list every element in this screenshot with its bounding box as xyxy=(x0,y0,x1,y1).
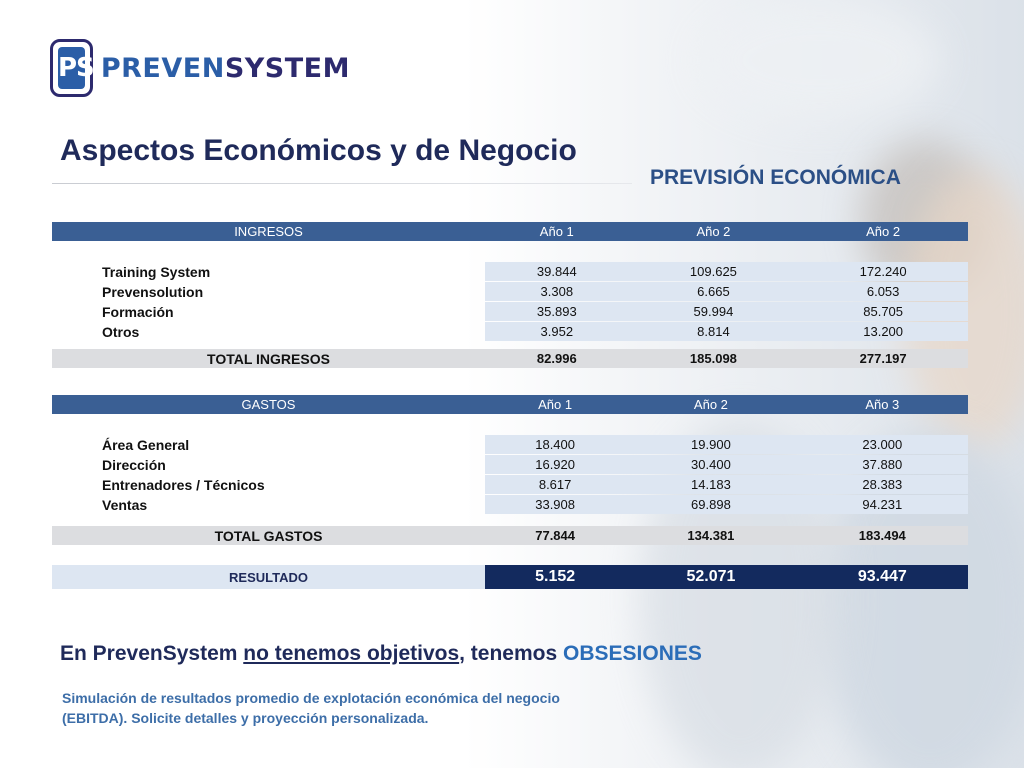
row-value: 172.240 xyxy=(798,262,968,281)
table-row xyxy=(52,282,968,301)
row-value: 94.231 xyxy=(797,495,968,514)
gastos-header-year: Año 2 xyxy=(625,395,796,414)
row-value: 18.400 xyxy=(485,435,625,454)
row-label: Formación xyxy=(102,303,174,320)
slogan-part: , tenemos xyxy=(459,642,564,665)
page-title: Aspectos Económicos y de Negocio xyxy=(60,134,577,167)
table-row xyxy=(52,322,968,341)
slogan-part: En PrevenSystem xyxy=(60,642,244,665)
slogan-underlined: no tenemos objetivos xyxy=(243,642,460,665)
logo-word-system: SYSTEM xyxy=(224,52,350,84)
row-label: Dirección xyxy=(102,456,166,473)
resultado-value: 52.071 xyxy=(625,565,796,589)
total-value: 77.844 xyxy=(485,526,625,545)
table-row xyxy=(52,455,968,474)
table-row xyxy=(52,475,968,494)
table-row xyxy=(52,435,968,454)
total-value: 82.996 xyxy=(485,349,629,368)
ingresos-header-label: INGRESOS xyxy=(52,222,485,241)
ingresos-header-row xyxy=(52,222,968,241)
footnote: Simulación de resultados promedio de explotación económica del negocio (EBITDA). Solicite detalles y proyección personalizada. xyxy=(62,690,560,726)
ingresos-total-row xyxy=(52,349,968,368)
section-subtitle: PREVISIÓN ECONÓMICA xyxy=(650,166,901,189)
total-label: TOTAL GASTOS xyxy=(52,526,485,545)
row-value: 19.900 xyxy=(625,435,796,454)
row-value: 8.814 xyxy=(629,322,799,341)
resultado-label: RESULTADO xyxy=(52,565,485,589)
row-label: Prevensolution xyxy=(102,283,204,300)
row-value: 3.952 xyxy=(485,322,629,341)
gastos-header-year: Año 3 xyxy=(797,395,968,414)
row-value: 23.000 xyxy=(797,435,968,454)
row-value: 69.898 xyxy=(625,495,796,514)
table-row xyxy=(52,495,968,514)
table-row xyxy=(52,262,968,281)
row-value: 85.705 xyxy=(798,302,968,321)
ingresos-header-year: Año 1 xyxy=(485,222,629,241)
ingresos-header-year: Año 2 xyxy=(629,222,799,241)
gastos-total-row xyxy=(52,526,968,545)
logo-wordmark xyxy=(101,53,350,84)
row-value: 33.908 xyxy=(485,495,625,514)
total-value: 134.381 xyxy=(625,526,796,545)
resultado-value: 93.447 xyxy=(797,565,968,589)
row-label: Ventas xyxy=(102,496,148,513)
title-divider xyxy=(52,183,632,184)
row-value: 6.665 xyxy=(629,282,799,301)
resultado-row xyxy=(52,565,968,589)
row-label: Otros xyxy=(102,323,140,340)
logo-mark xyxy=(50,39,93,97)
row-value: 8.617 xyxy=(485,475,625,494)
ingresos-header-year: Año 2 xyxy=(798,222,968,241)
logo-mark-letters: PS xyxy=(58,47,85,89)
row-value: 30.400 xyxy=(625,455,796,474)
ingresos-table xyxy=(52,221,968,369)
row-label: Training System xyxy=(102,263,211,280)
total-value: 185.098 xyxy=(629,349,799,368)
resultado-value: 5.152 xyxy=(485,565,625,589)
row-value: 59.994 xyxy=(629,302,799,321)
slogan xyxy=(60,642,702,666)
logo-word-preven: PREVEN xyxy=(100,52,225,84)
prevensystem-logo xyxy=(50,36,350,100)
row-value: 109.625 xyxy=(629,262,799,281)
gastos-header-row xyxy=(52,395,968,414)
gastos-table xyxy=(52,394,968,590)
row-value: 3.308 xyxy=(485,282,629,301)
row-label: Área General xyxy=(102,436,190,453)
row-value: 37.880 xyxy=(797,455,968,474)
row-value: 13.200 xyxy=(798,322,968,341)
total-value: 277.197 xyxy=(798,349,968,368)
row-label: Entrenadores / Técnicos xyxy=(102,476,265,493)
row-value: 14.183 xyxy=(625,475,796,494)
gastos-header-label: GASTOS xyxy=(52,395,485,414)
gastos-header-year: Año 1 xyxy=(485,395,625,414)
row-value: 35.893 xyxy=(485,302,629,321)
row-value: 39.844 xyxy=(485,262,629,281)
row-value: 28.383 xyxy=(797,475,968,494)
table-row xyxy=(52,302,968,321)
row-value: 6.053 xyxy=(798,282,968,301)
total-label: TOTAL INGRESOS xyxy=(52,349,485,368)
row-value: 16.920 xyxy=(485,455,625,474)
total-value: 183.494 xyxy=(797,526,968,545)
slogan-highlight: OBSESIONES xyxy=(563,642,702,665)
